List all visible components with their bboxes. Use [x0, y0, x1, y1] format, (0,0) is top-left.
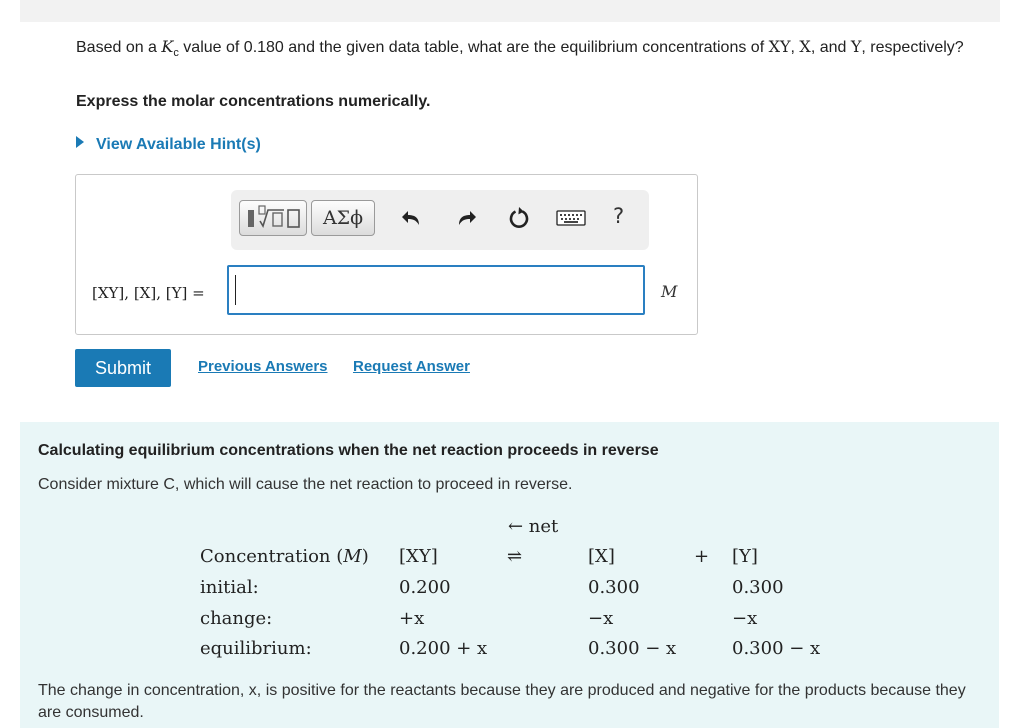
- ice-cell: 0.200: [399, 577, 451, 598]
- ice-cell: 0.300: [732, 577, 784, 598]
- help-button[interactable]: ?: [613, 204, 625, 228]
- ice-cell: 0.200 + x: [399, 638, 488, 659]
- reset-icon[interactable]: [507, 206, 531, 230]
- unit-label: M: [661, 282, 678, 301]
- instruction-text: Express the molar concentrations numerically.: [76, 93, 431, 110]
- ice-row-label: equilibrium:: [200, 638, 312, 659]
- templates-button[interactable]: [239, 200, 307, 236]
- ice-cell: +x: [399, 608, 425, 629]
- submit-button[interactable]: Submit: [75, 349, 171, 387]
- ice-cell: −x: [732, 608, 758, 629]
- panel-title: Calculating equilibrium concentrations when the net reaction proceeds in reverse: [38, 442, 659, 459]
- ice-header-label: Concentration (M): [200, 546, 369, 567]
- ice-cell: −x: [588, 608, 614, 629]
- equilibrium-arrow-icon: ⇌: [507, 546, 523, 567]
- view-hints-link[interactable]: View Available Hint(s): [76, 136, 261, 154]
- answer-box: [75, 174, 698, 335]
- ice-header-x: [X]: [588, 546, 615, 567]
- answer-input[interactable]: [227, 265, 645, 315]
- previous-answers-link[interactable]: Previous Answers: [198, 358, 328, 375]
- undo-icon[interactable]: [399, 206, 423, 230]
- ice-cell: 0.300: [588, 577, 640, 598]
- text-cursor: [235, 275, 236, 305]
- panel-description: Consider mixture C, which will cause the net reaction to proceed in reverse.: [38, 476, 573, 493]
- request-answer-link[interactable]: Request Answer: [353, 358, 470, 375]
- expand-triangle-icon: [76, 136, 84, 148]
- ice-cell: 0.300 − x: [732, 638, 821, 659]
- ice-header-xy: [XY]: [399, 546, 438, 567]
- greek-symbols-button[interactable]: ΑΣϕ: [311, 200, 375, 236]
- redo-icon[interactable]: [455, 206, 479, 230]
- ice-cell: 0.300 − x: [588, 638, 677, 659]
- hint-panel: [20, 422, 999, 728]
- math-toolbar: [231, 190, 649, 250]
- ice-row-label: initial:: [200, 577, 259, 598]
- net-direction-label: ← net: [508, 516, 559, 537]
- ice-row-label: change:: [200, 608, 273, 629]
- answer-label: [XY], [X], [Y] =: [92, 284, 205, 302]
- ice-header-plus: +: [694, 546, 710, 567]
- top-bar: [20, 0, 1000, 22]
- panel-footer-text: The change in concentration, x, is positive for the reactants because they are produced and negative for the products because they are consumed.: [38, 682, 966, 721]
- keyboard-icon[interactable]: [556, 206, 586, 230]
- question-text: Based on a $K_c$ value of 0.180 and the given data table, what are the equilibrium concentrations of XY, X, and Y, respectively?: [76, 37, 964, 60]
- ice-header-y: [Y]: [732, 546, 758, 567]
- templates-icon: [240, 201, 306, 235]
